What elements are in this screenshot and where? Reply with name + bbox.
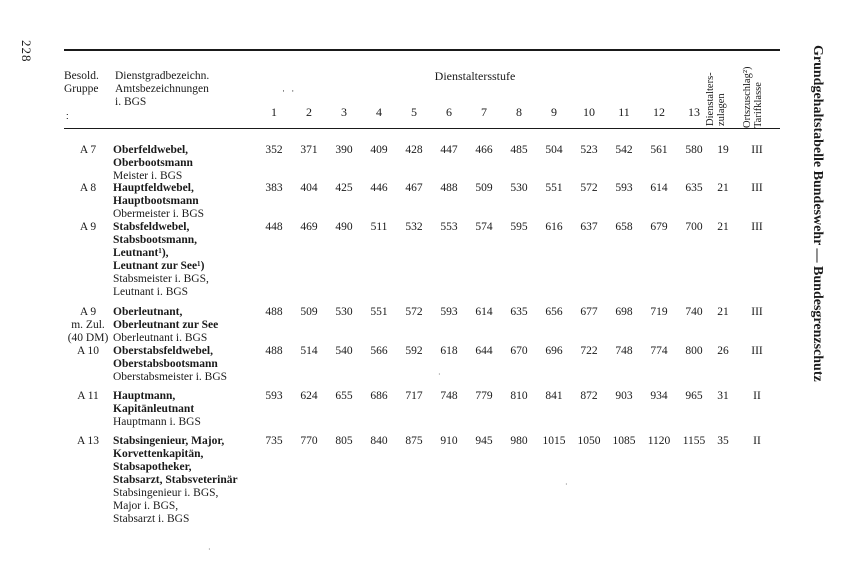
header-stufe-11: 11 <box>618 105 630 119</box>
gehalt-stufe-2: 404 <box>300 182 318 194</box>
gehalt-stufe-12: 1120 <box>647 435 671 447</box>
gehalt-stufe-11: 593 <box>615 182 633 194</box>
header-dots: · · <box>282 86 297 96</box>
gehalt-stufe-12: 719 <box>650 306 668 318</box>
besoldungsgruppe <box>60 435 116 448</box>
gehalt-stufe-9: 551 <box>545 182 563 194</box>
gehalt-stufe-2: 469 <box>300 221 318 233</box>
gehalt-stufe-11: 903 <box>615 390 633 402</box>
header-stufe-9: 9 <box>551 105 557 119</box>
dienstgrad-bundeswehr: Stabsfeldwebel, <box>113 221 190 233</box>
gehalt-stufe-3: 390 <box>335 144 353 156</box>
header-stufe-3: 3 <box>341 105 347 119</box>
dienstalterszulage: 21 <box>717 306 729 318</box>
gehalt-stufe-7: 644 <box>475 345 493 357</box>
print-speck: · <box>208 545 211 554</box>
header-rank-line: Dienstgradbezeichn. <box>115 70 210 82</box>
gehalt-stufe-11: 748 <box>615 345 633 357</box>
gehalt-stufe-4: 511 <box>370 221 388 233</box>
amtsbezeichnung-bgs: Hauptmann i. BGS <box>113 416 201 428</box>
gehalt-stufe-8: 530 <box>510 182 528 194</box>
gehalt-stufe-2: 514 <box>300 345 318 357</box>
header-stufe-1: 1 <box>271 105 277 119</box>
gehalt-stufe-10: 677 <box>580 306 598 318</box>
dienstgrad-bundeswehr: Oberleutnant, <box>113 306 183 318</box>
gehalt-stufe-13: 1155 <box>682 435 706 447</box>
gehalt-stufe-5: 572 <box>405 306 423 318</box>
gehalt-stufe-2: 371 <box>300 144 318 156</box>
header-zulagen-line: zulagen <box>716 93 727 126</box>
gehalt-stufe-13: 580 <box>685 144 703 156</box>
dienstgrad-bundeswehr: Oberstabsbootsmann <box>113 358 218 370</box>
gehalt-stufe-5: 467 <box>405 182 423 194</box>
gehalt-stufe-8: 635 <box>510 306 528 318</box>
tarifklasse: II <box>753 390 761 402</box>
gehalt-stufe-5: 592 <box>405 345 423 357</box>
header-group <box>64 70 110 96</box>
header-stufe-7: 7 <box>481 105 487 119</box>
gehalt-stufe-1: 352 <box>265 144 283 156</box>
header-rank-line: Amtsbezeichnungen <box>115 83 209 95</box>
gehalt-stufe-8: 670 <box>510 345 528 357</box>
dienstgrad-bundeswehr: Korvettenkapitän, <box>113 448 204 460</box>
dienstgrad-bundeswehr: Oberbootsmann <box>113 157 193 169</box>
gehalt-stufe-12: 561 <box>650 144 668 156</box>
gehalt-stufe-3: 425 <box>335 182 353 194</box>
besoldungsgruppe-line: A 9 <box>79 306 97 318</box>
gehalt-stufe-6: 618 <box>440 345 458 357</box>
header-rank <box>115 70 285 109</box>
gehalt-stufe-1: 735 <box>265 435 283 447</box>
gehalt-stufe-6: 748 <box>440 390 458 402</box>
header-stufe-10: 10 <box>583 105 595 119</box>
gehalt-stufe-1: 488 <box>265 345 283 357</box>
dienstgrad-bundeswehr: Kapitänleutnant <box>113 403 195 415</box>
gehalt-stufe-6: 488 <box>440 182 458 194</box>
gehalt-stufe-10: 637 <box>580 221 598 233</box>
besoldungsgruppe-line: A 10 <box>76 345 100 357</box>
amtsbezeichnung-bgs: Obermeister i. BGS <box>113 208 205 220</box>
gehalt-stufe-7: 509 <box>475 182 493 194</box>
print-speck: · <box>438 370 441 379</box>
dienstgrad-bundeswehr: Hauptbootsmann <box>113 195 199 207</box>
gehalt-stufe-4: 446 <box>370 182 388 194</box>
gehalt-stufe-10: 572 <box>580 182 598 194</box>
amtsbezeichnung-bgs: Oberleutnant i. BGS <box>113 332 208 344</box>
besoldungsgruppe <box>60 390 116 403</box>
gehalt-stufe-10: 1050 <box>577 435 601 447</box>
dienstalterszulage: 35 <box>717 435 729 447</box>
gehalt-stufe-6: 910 <box>440 435 458 447</box>
header-stufe-6: 6 <box>446 105 452 119</box>
gehalt-stufe-12: 679 <box>650 221 668 233</box>
gehalt-stufe-3: 655 <box>335 390 353 402</box>
header-mark: ∶ <box>66 112 69 123</box>
header-dienstalterszulagen <box>705 54 727 126</box>
gehalt-stufe-4: 551 <box>370 306 388 318</box>
header-stufe-4: 4 <box>376 105 382 119</box>
gehalt-stufe-13: 740 <box>685 306 703 318</box>
gehalt-stufe-3: 540 <box>335 345 353 357</box>
gehalt-stufe-4: 409 <box>370 144 388 156</box>
gehalt-stufe-4: 840 <box>370 435 388 447</box>
gehalt-stufe-8: 485 <box>510 144 528 156</box>
gehalt-stufe-6: 553 <box>440 221 458 233</box>
dienstalterszulage: 21 <box>717 182 729 194</box>
gehalt-stufe-1: 593 <box>265 390 283 402</box>
header-ortszuschlag-line: Ortszuschlag²) <box>742 66 753 128</box>
header-stufe-12: 12 <box>653 105 665 119</box>
dienstgrad-bundeswehr: Leutnant zur See¹) <box>113 260 205 272</box>
header-dienstaltersstufe: Dienstaltersstufe <box>434 69 516 83</box>
gehalt-stufe-5: 532 <box>405 221 423 233</box>
gehalt-stufe-9: 841 <box>545 390 563 402</box>
gehalt-stufe-13: 965 <box>685 390 703 402</box>
gehalt-stufe-7: 466 <box>475 144 493 156</box>
side-title: Grundgehaltstabelle Bundeswehr — Bundesgrenzschutz <box>810 45 825 382</box>
gehalt-stufe-8: 980 <box>510 435 528 447</box>
gehalt-stufe-5: 875 <box>405 435 423 447</box>
gehalt-stufe-12: 614 <box>650 182 668 194</box>
gehalt-stufe-13: 800 <box>685 345 703 357</box>
gehalt-stufe-4: 686 <box>370 390 388 402</box>
dienstgrad-bundeswehr: Hauptfeldwebel, <box>113 182 194 194</box>
gehalt-stufe-13: 635 <box>685 182 703 194</box>
gehalt-stufe-8: 810 <box>510 390 528 402</box>
gehalt-stufe-12: 774 <box>650 345 668 357</box>
dienstalterszulage: 19 <box>717 144 729 156</box>
gehalt-stufe-9: 656 <box>545 306 563 318</box>
dienstgrad-bundeswehr: Stabsapotheker, <box>113 461 192 473</box>
gehalt-stufe-2: 509 <box>300 306 318 318</box>
gehalt-stufe-3: 805 <box>335 435 353 447</box>
besoldungsgruppe <box>60 306 116 345</box>
gehalt-stufe-10: 523 <box>580 144 598 156</box>
header-stufe-5: 5 <box>411 105 417 119</box>
amtsbezeichnung-bgs: Stabsingenieur i. BGS, <box>113 487 219 499</box>
gehalt-stufe-9: 504 <box>545 144 563 156</box>
tarifklasse: III <box>751 182 763 194</box>
header-zulagen-line: Dienstalters- <box>705 72 716 126</box>
besoldungsgruppe <box>60 182 116 195</box>
besoldungsgruppe-line: (40 DM) <box>67 332 109 344</box>
besoldungsgruppe <box>60 221 116 234</box>
header-stufe-2: 2 <box>306 105 312 119</box>
gehalt-stufe-11: 1085 <box>612 435 636 447</box>
gehalt-stufe-7: 614 <box>475 306 493 318</box>
dienstgrad-bundeswehr: Stabsingenieur, Major, <box>113 435 225 447</box>
gehalt-stufe-1: 383 <box>265 182 283 194</box>
dienstgrad-bundeswehr: Stabsbootsmann, <box>113 234 198 246</box>
gehalt-stufe-7: 945 <box>475 435 493 447</box>
gehalt-stufe-2: 624 <box>300 390 318 402</box>
tarifklasse: III <box>751 306 763 318</box>
tarifklasse: III <box>751 345 763 357</box>
dienstalterszulage: 21 <box>717 221 729 233</box>
gehalt-stufe-9: 616 <box>545 221 563 233</box>
dienstgrad-bundeswehr: Hauptmann, <box>113 390 176 402</box>
gehalt-stufe-10: 872 <box>580 390 598 402</box>
tarifklasse: III <box>751 144 763 156</box>
dienstgrad-bundeswehr: Stabsarzt, Stabsveterinär <box>113 474 238 486</box>
page-number: 228 <box>19 40 34 63</box>
gehalt-stufe-9: 696 <box>545 345 563 357</box>
header-group-line: Besold. <box>64 70 99 82</box>
gehalt-stufe-5: 428 <box>405 144 423 156</box>
gehalt-stufe-11: 698 <box>615 306 633 318</box>
amtsbezeichnung-bgs: Major i. BGS, <box>113 500 179 512</box>
header-ortszuschlag <box>742 48 764 128</box>
amtsbezeichnung-bgs: Stabsmeister i. BGS, <box>113 273 209 285</box>
gehalt-stufe-1: 448 <box>265 221 283 233</box>
besoldungsgruppe <box>60 144 116 157</box>
dienstalterszulage: 31 <box>717 390 729 402</box>
table-header-rule <box>64 128 780 129</box>
print-speck: · <box>565 480 568 489</box>
besoldungsgruppe-line: m. Zul. <box>71 319 105 331</box>
gehalt-stufe-5: 717 <box>405 390 423 402</box>
table-top-rule <box>64 49 780 51</box>
besoldungsgruppe-line: A 7 <box>79 144 97 156</box>
dienstgrad-bundeswehr: Leutnant¹), <box>113 247 169 259</box>
gehalt-stufe-11: 542 <box>615 144 633 156</box>
gehalt-stufe-6: 447 <box>440 144 458 156</box>
dienstgrad-bundeswehr: Oberstabsfeldwebel, <box>113 345 213 357</box>
gehalt-stufe-12: 934 <box>650 390 668 402</box>
gehalt-stufe-6: 593 <box>440 306 458 318</box>
gehalt-stufe-3: 490 <box>335 221 353 233</box>
header-rank-line: i. BGS <box>115 96 147 108</box>
besoldungsgruppe-line: A 11 <box>77 390 99 402</box>
header-stufe-8: 8 <box>516 105 522 119</box>
gehalt-stufe-9: 1015 <box>542 435 566 447</box>
header-group-line: Gruppe <box>64 83 99 95</box>
besoldungsgruppe-line: A 9 <box>79 221 97 233</box>
amtsbezeichnung-bgs: Meister i. BGS <box>113 170 183 182</box>
gehalt-stufe-11: 658 <box>615 221 633 233</box>
gehalt-stufe-13: 700 <box>685 221 703 233</box>
gehalt-stufe-1: 488 <box>265 306 283 318</box>
amtsbezeichnung-bgs: Leutnant i. BGS <box>113 286 189 298</box>
tarifklasse: III <box>751 221 763 233</box>
amtsbezeichnung-bgs: Stabsarzt i. BGS <box>113 513 190 525</box>
gehalt-stufe-4: 566 <box>370 345 388 357</box>
dienstgrad-bundeswehr: Oberleutnant zur See <box>113 319 219 331</box>
tarifklasse: II <box>753 435 761 447</box>
header-ortszuschlag-line: Tarifklasse <box>753 82 764 128</box>
besoldungsgruppe <box>60 345 116 358</box>
header-stufe-13: 13 <box>688 105 700 119</box>
dienstalterszulage: 26 <box>717 345 729 357</box>
besoldungsgruppe-line: A 8 <box>79 182 97 194</box>
gehalt-stufe-10: 722 <box>580 345 598 357</box>
gehalt-stufe-2: 770 <box>300 435 318 447</box>
dienstgrad <box>113 435 313 526</box>
gehalt-stufe-8: 595 <box>510 221 528 233</box>
gehalt-stufe-7: 779 <box>475 390 493 402</box>
gehalt-stufe-3: 530 <box>335 306 353 318</box>
dienstgrad-bundeswehr: Oberfeldwebel, <box>113 144 189 156</box>
besoldungsgruppe-line: A 13 <box>76 435 100 447</box>
gehalt-stufe-7: 574 <box>475 221 493 233</box>
amtsbezeichnung-bgs: Oberstabsmeister i. BGS <box>113 371 228 383</box>
